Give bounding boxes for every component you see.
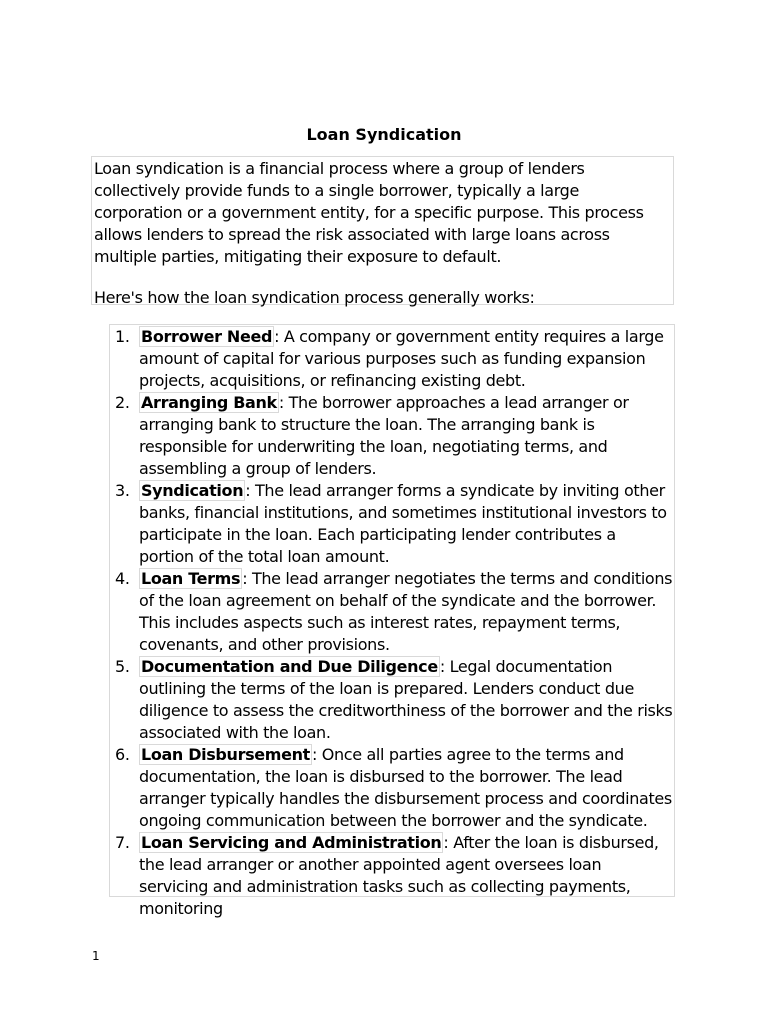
step-number: 1. — [115, 327, 130, 346]
step-number: 2. — [115, 393, 130, 412]
step-term: Arranging Bank — [141, 393, 277, 412]
step-term: Loan Disbursement — [141, 745, 310, 764]
step-number: 4. — [115, 569, 130, 588]
page-title: Loan Syndication — [306, 125, 462, 144]
step-text: : After the loan is disbursed, the lead arranger or another appointed agent oversees loan servicing and administration tasks such as collecting payments, monitoring — [139, 833, 659, 918]
step-text: : Once all parties agree to the terms and documentation, the loan is disbursed to the borrower. The lead arranger typically handles the disbursement process and coordinates ongoing communication between the borrower and the syndicate. — [139, 745, 672, 830]
step-number: 3. — [115, 481, 130, 500]
step-term: Borrower Need — [141, 327, 273, 346]
step-text: : The lead arranger forms a syndicate by inviting other banks, financial institutions, and sometimes institutional investors to participate in the loan. Each participating lender contributes a portion of the total loan amount. — [139, 481, 667, 566]
page-number: 1 — [92, 949, 100, 963]
step-number: 6. — [115, 745, 130, 764]
process-steps-block — [109, 324, 675, 918]
lead-in-paragraph: Here's how the loan syndication process generally works: — [94, 288, 535, 307]
step-item — [115, 568, 674, 656]
step-text: : Legal documentation outlining the terms of the loan is prepared. Lenders conduct due diligence to assess the creditworthiness of the borrower and the risks associated with the loan. — [139, 657, 673, 742]
step-text: : The lead arranger negotiates the terms and conditions of the loan agreement on behalf of the syndicate and the borrower. This includes aspects such as interest rates, repayment terms, covenants, and other provisions. — [139, 569, 673, 654]
step-item — [115, 326, 674, 392]
intro-text-block — [91, 156, 674, 305]
step-item — [115, 744, 674, 832]
step-number: 7. — [115, 833, 130, 852]
step-number: 5. — [115, 657, 130, 676]
step-text: : The borrower approaches a lead arranger or arranging bank to structure the loan. The arranging bank is responsible for underwriting the loan, negotiating terms, and assembling a group of lenders. — [139, 393, 629, 478]
step-item — [115, 392, 674, 480]
intro-paragraph: Loan syndication is a financial process where a group of lenders collectively provide funds to a single borrower, typically a large corporation or a government entity, for a specific purpose. This process allows lenders to spread the risk associated with large loans across multiple parties, mitigating their exposure to default. — [94, 159, 644, 266]
step-term: Syndication — [141, 481, 244, 500]
step-text: : A company or government entity requires a large amount of capital for various purposes such as funding expansion projects, acquisitions, or refinancing existing debt. — [139, 327, 664, 390]
step-item — [115, 656, 674, 744]
step-item — [115, 480, 674, 568]
step-item — [115, 832, 674, 920]
step-term: Documentation and Due Diligence — [141, 657, 438, 676]
process-steps-list — [110, 325, 674, 920]
step-term: Loan Terms — [141, 569, 241, 588]
step-term: Loan Servicing and Administration — [141, 833, 442, 852]
